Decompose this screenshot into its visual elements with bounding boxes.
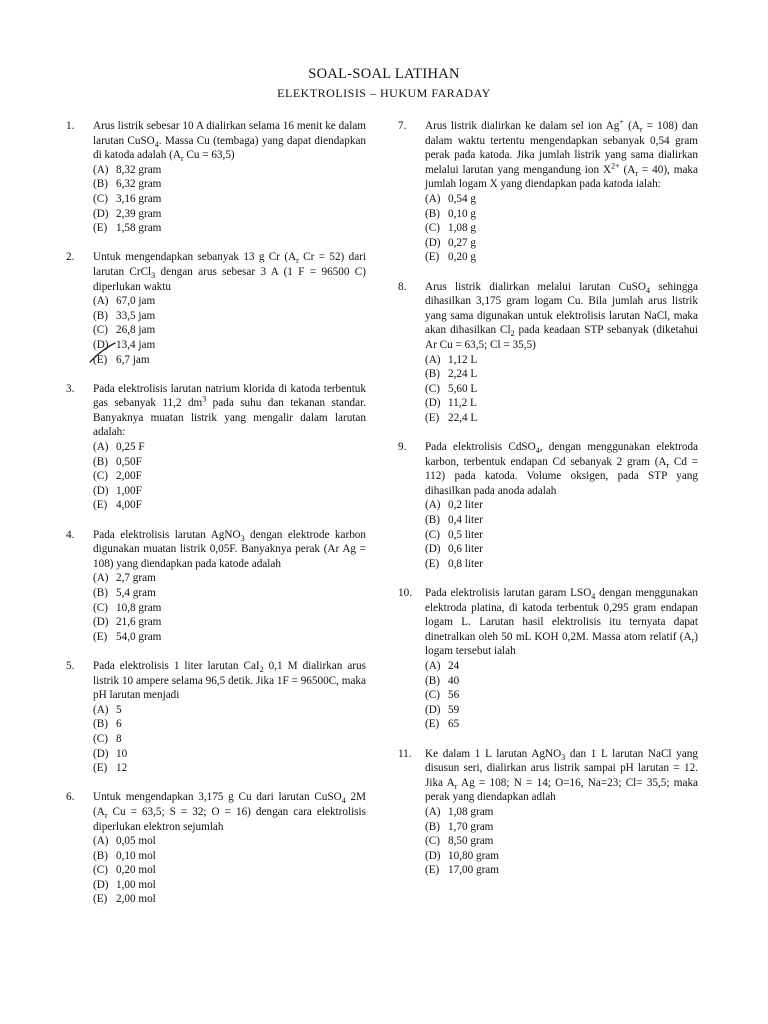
option-value: 10,80 gram <box>448 849 499 862</box>
option-letter: (C) <box>93 470 108 483</box>
option-value: 8 <box>116 732 122 745</box>
question-text: Pada elektrolisis CdSO$_4$, dengan menggunakan elektroda karbon, terbentuk endapan Cd sebanyak 2 gram ($A_r$ Cd = 112) pada katoda. Volume oksigen, pada STP yang dihasilkan pada anoda adalah <box>425 441 698 497</box>
answer-option <box>425 863 698 878</box>
answer-option <box>425 353 698 368</box>
left-question-column <box>66 119 366 922</box>
question-text: Pada elektrolisis larutan natrium klorida di katoda terbentuk gas sebanyak 11,2 $dm^3$ pada suhu dan tekanan standar. Banyaknya muatan listrik yang mengalir dalam larutan adalah: <box>93 382 366 439</box>
option-value: 0,54 g <box>448 192 476 205</box>
option-letter: (B) <box>93 309 108 322</box>
option-value: 8,50 gram <box>448 835 494 848</box>
option-letter: (D) <box>425 397 441 410</box>
option-letter: (A) <box>425 659 441 672</box>
option-value: 1,00F <box>116 484 142 497</box>
answer-option <box>93 177 366 192</box>
option-letter: (B) <box>425 820 440 833</box>
answer-option <box>93 323 366 338</box>
option-letter: (D) <box>425 236 441 249</box>
option-value: 0,10 g <box>448 207 476 220</box>
answer-option <box>93 571 366 586</box>
option-letter: (A) <box>425 499 441 512</box>
option-letter: (E) <box>93 353 108 366</box>
option-letter: (A) <box>93 703 109 716</box>
option-letter: (E) <box>425 411 440 424</box>
answer-option <box>425 382 698 397</box>
option-letter: (D) <box>93 747 109 760</box>
option-letter: (A) <box>93 572 109 585</box>
option-value: 6,7 jam <box>116 353 150 366</box>
option-value: 4,00F <box>116 499 142 512</box>
option-value: 3,16 gram <box>116 192 162 205</box>
answer-option <box>425 688 698 703</box>
answer-option <box>93 221 366 236</box>
option-letter: (C) <box>425 222 440 235</box>
option-value: 1,70 gram <box>448 820 494 833</box>
option-letter: (E) <box>425 251 440 264</box>
answer-option <box>425 411 698 426</box>
option-value: 5 <box>116 703 122 716</box>
handwritten-check-mark <box>88 340 118 366</box>
option-value: 21,6 gram <box>116 616 162 629</box>
answer-option <box>93 469 366 484</box>
option-letter: (E) <box>93 762 108 775</box>
answer-option <box>93 163 366 178</box>
question-item <box>66 382 366 513</box>
question-number: 11. <box>398 747 412 760</box>
option-letter: (B) <box>93 587 108 599</box>
answer-option <box>93 615 366 630</box>
option-value: 0,4 liter <box>448 514 483 527</box>
answer-option <box>93 717 366 732</box>
option-value: 40 <box>448 674 460 687</box>
option-value: 26,8 jam <box>116 324 156 337</box>
option-letter: (B) <box>93 849 108 862</box>
answer-option <box>93 294 366 309</box>
option-value: 8,32 gram <box>116 163 162 176</box>
option-value: 56 <box>448 689 460 702</box>
option-letter: (D) <box>93 878 109 891</box>
option-value: 0,10 mol <box>116 849 156 862</box>
answer-option <box>425 542 698 557</box>
option-letter: (D) <box>93 484 109 497</box>
question-number: 10. <box>398 587 412 599</box>
answer-option <box>93 703 366 718</box>
answer-option <box>93 484 366 499</box>
question-text: Pada elektrolisis larutan AgNO$_3$ dengan elektrode karbon digunakan muatan listrik 0,05F. Banyaknya perak (Ar Ag = 108) yang diendapkan pada katode adalah <box>93 528 366 570</box>
option-value: 0,2 liter <box>448 499 483 512</box>
question-item <box>66 119 366 236</box>
option-value: 2,00F <box>116 470 142 483</box>
question-number: 8. <box>398 280 407 293</box>
option-value: 1,12 L <box>448 353 478 366</box>
option-value: 2,7 gram <box>116 572 156 585</box>
answer-option <box>93 309 366 324</box>
answer-option <box>425 703 698 718</box>
answer-option <box>93 834 366 849</box>
answer-option <box>93 732 366 747</box>
question-number: 9. <box>398 441 407 454</box>
answer-option <box>93 207 366 222</box>
option-value: 5,4 gram <box>116 587 156 599</box>
answer-option <box>93 338 366 353</box>
question-item <box>398 119 698 265</box>
question-number: 6. <box>66 791 75 804</box>
answer-option <box>93 892 366 907</box>
answer-option <box>425 528 698 543</box>
option-value: 2,24 L <box>448 368 478 381</box>
answer-option <box>425 250 698 265</box>
option-letter: (E) <box>425 718 440 731</box>
answer-option <box>425 674 698 689</box>
question-number: 3. <box>66 382 75 395</box>
answer-option <box>93 353 366 368</box>
question-item <box>398 440 698 571</box>
option-letter: (E) <box>93 630 108 643</box>
option-value: 0,5 liter <box>448 528 483 541</box>
answer-option <box>425 820 698 835</box>
answer-option <box>93 192 366 207</box>
answer-option <box>93 747 366 762</box>
question-number: 4. <box>66 528 75 541</box>
option-letter: (A) <box>425 805 441 818</box>
option-value: 67,0 jam <box>116 295 156 308</box>
option-letter: (C) <box>93 324 108 337</box>
option-value: 2,00 mol <box>116 893 156 906</box>
answer-option <box>425 236 698 251</box>
question-number: 2. <box>66 251 75 264</box>
answer-option <box>93 761 366 776</box>
option-letter: (A) <box>93 163 109 176</box>
answer-option <box>93 586 366 601</box>
option-letter: (C) <box>93 192 108 205</box>
option-value: 6 <box>116 718 122 731</box>
question-item <box>398 747 698 878</box>
question-text: Arus listrik sebesar 10 A dialirkan selama 16 menit ke dalam larutan CuSO$_4$. Massa Cu (tembaga) yang dapat diendapkan di katoda adalah ($A_r$ Cu = 63,5) <box>93 120 367 164</box>
question-item <box>398 586 698 732</box>
question-number: 5. <box>66 659 75 672</box>
option-letter: (E) <box>425 864 440 877</box>
question-text: Arus listrik dialirkan ke dalam sel ion Ag+ $(A_r = 108)$ dan dalam waktu tertentu mengendapkan sebanyak 0,54 gram perak pada katoda. Jika jumlah listrik yang sama dialirkan melalui larutan yang mengandung ion $X^{2+}$ $(A_r = 40)$, maka jumlah logam X yang diendapkan pada katoda ialah: <box>425 117 698 191</box>
answer-option <box>93 849 366 864</box>
question-text: Pada elektrolisis larutan garam $LSO_4$ dengan menggunakan elektroda platina, di katoda terbentuk 0,295 gram endapan logam L. Larutan hasil elektrolisis itu ternyata dapat dinetralkan oleh 50 mL KOH 0,2M. Massa atom relatif $(A_r)$ logam tersebut ialah <box>425 587 698 658</box>
answer-option <box>425 834 698 849</box>
option-value: 10 <box>116 747 128 760</box>
answer-option <box>425 557 698 572</box>
option-value: 1,58 gram <box>116 222 162 235</box>
option-letter: (B) <box>425 207 440 220</box>
option-letter: (A) <box>425 192 441 205</box>
option-value: 0,27 g <box>448 236 476 249</box>
question-text: Untuk mengendapkan sebanyak 13 g Cr ($A_r$ Cr = 52) dari larutan CrCl$_3$ dengan arus sebesar 3 A (1 F = 96500 C) diperlukan waktu <box>93 251 366 293</box>
option-letter: (D) <box>425 849 441 862</box>
answer-option <box>425 849 698 864</box>
answer-option <box>425 367 698 382</box>
option-value: 65 <box>448 718 460 731</box>
answer-option <box>425 207 698 222</box>
option-value: 33,5 jam <box>116 309 156 322</box>
option-value: 1,08 g <box>448 222 476 235</box>
answer-option <box>93 440 366 455</box>
option-letter: (A) <box>93 295 109 308</box>
question-text: Pada elektrolisis 1 liter larutan CaI$_2$ 0,1 M dialirkan arus listrik 10 ampere selama 96,5 detik. Jika 1F = 96500C, maka pH larutan menjadi <box>93 659 366 702</box>
answer-option <box>425 805 698 820</box>
option-letter: (D) <box>93 207 109 220</box>
option-letter: (A) <box>425 353 441 366</box>
option-letter: (C) <box>425 689 440 702</box>
option-value: 1,08 gram <box>448 805 494 818</box>
option-value: 10,8 gram <box>116 601 162 614</box>
option-letter: (C) <box>425 835 440 848</box>
option-letter: (B) <box>425 674 440 687</box>
option-letter: (C) <box>93 864 108 877</box>
option-value: 13,4 jam <box>116 338 156 351</box>
option-letter: (D) <box>425 543 441 556</box>
answer-option <box>425 498 698 513</box>
option-value: 22,4 L <box>448 411 478 424</box>
question-text: Untuk mengendapkan 3,175 g Cu dari larutan CuSO$_4$ 2M ($A_r$ Cu = 63,5; S = 32; O = 16) dengan cara elektrolisis diperlukan elektron sejumlah <box>93 791 366 833</box>
option-value: 0,50F <box>116 455 142 468</box>
option-letter: (C) <box>425 382 440 395</box>
option-letter: (D) <box>93 338 109 351</box>
option-value: 0,20 mol <box>116 864 156 877</box>
answer-option <box>93 455 366 470</box>
answer-option <box>93 863 366 878</box>
option-letter: (B) <box>93 455 108 468</box>
option-letter: (E) <box>93 893 108 906</box>
question-item <box>66 790 366 907</box>
option-letter: (C) <box>93 601 108 614</box>
option-letter: (B) <box>425 368 440 381</box>
right-question-column <box>398 119 698 892</box>
option-letter: (B) <box>93 178 108 191</box>
question-item <box>66 659 366 776</box>
option-letter: (E) <box>93 499 108 512</box>
option-letter: (D) <box>93 616 109 629</box>
option-letter: (C) <box>425 528 440 541</box>
question-text: Ke dalam 1 L larutan AgNO$_3$ dan 1 L larutan NaCl yang disusun seri, dialirkan arus listrik sampai pH larutan = 12. Jika $A_r$ Ag = 108; N = 14; O=16, Na=23; Cl= 35,5; maka perak yang diendapkan adlah <box>425 747 698 804</box>
answer-option <box>425 513 698 528</box>
option-value: 5,60 L <box>448 382 478 395</box>
option-letter: (B) <box>425 514 440 527</box>
option-value: 6,32 gram <box>116 178 162 191</box>
question-item <box>66 528 366 645</box>
option-value: 17,00 gram <box>448 864 499 877</box>
option-value: 12 <box>116 762 128 775</box>
question-number: 1. <box>66 120 75 132</box>
page-title: SOAL-SOAL LATIHAN <box>308 66 460 82</box>
option-letter: (E) <box>93 222 108 235</box>
answer-option <box>425 221 698 236</box>
option-letter: (D) <box>425 703 441 716</box>
option-value: 0,20 g <box>448 251 476 264</box>
answer-option <box>93 498 366 513</box>
answer-option <box>93 878 366 893</box>
option-value: 2,39 gram <box>116 207 162 220</box>
option-value: 11,2 L <box>448 397 477 410</box>
question-number: 7. <box>398 120 407 132</box>
option-letter: (E) <box>425 557 440 570</box>
question-item <box>398 280 698 426</box>
option-value: 0,6 liter <box>448 543 483 556</box>
answer-option <box>425 192 698 207</box>
option-value: 54,0 gram <box>116 630 162 643</box>
option-value: 0,25 F <box>116 441 145 454</box>
answer-option <box>93 601 366 616</box>
option-value: 24 <box>448 659 460 672</box>
question-text: Arus listrik dialirkan melalui larutan CuSO$_4$ sehingga dihasilkan 3,175 gram logam Cu. Bila jumlah arus listrik yang sama digunakan untuk elektrolisis larutan NaCl, maka akan dihasilkan $Cl_2$ pada keadaan STP sebanyak (diketahui Ar Cu = 63,5; Cl = 35,5) <box>425 280 698 351</box>
answer-option <box>425 717 698 732</box>
option-value: 1,00 mol <box>116 878 156 891</box>
option-letter: (C) <box>93 732 108 745</box>
page-subtitle: ELEKTROLISIS – HUKUM FARADAY <box>277 86 491 100</box>
answer-option <box>425 659 698 674</box>
answer-option <box>93 630 366 645</box>
option-letter: (A) <box>93 835 109 848</box>
option-value: 0,05 mol <box>116 835 156 848</box>
option-letter: (A) <box>93 441 109 454</box>
answer-option <box>425 396 698 411</box>
option-letter: (B) <box>93 718 108 731</box>
option-value: 0,8 liter <box>448 557 483 570</box>
option-value: 59 <box>448 703 460 716</box>
